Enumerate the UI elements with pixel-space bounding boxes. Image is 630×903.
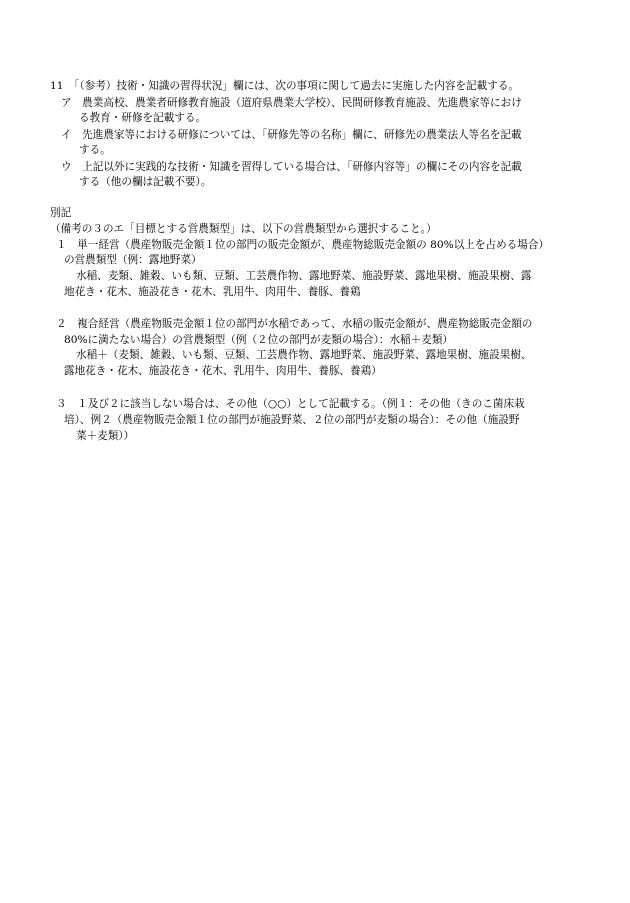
- appendix-item-1-cont: の営農類型（例：露地野菜）: [64, 254, 202, 266]
- appendix-item-2-types: 水稲＋（麦類、雑穀、いも類、豆類、工芸農作物、露地野菜、施設野菜、露地果樹、施設果樹、: [76, 349, 532, 361]
- appendix-item-2-cont: 80%に満たない場合）の営農類型（例（２位の部門が麦類の場合）：水稲＋麦類）: [64, 334, 454, 346]
- appendix-item-3-cont2: 菜＋麦類））: [76, 430, 135, 442]
- section-11-item-a: ア 農業高校、農業者研修教育施設（道府県農業大学校）、民間研修教育施設、先進農家等におけ: [61, 97, 522, 109]
- section-11-item-a-cont: る教育・研修を記載する。: [79, 112, 207, 124]
- appendix-intro: （備考の３のエ「目標とする営農類型」は、以下の営農類型から選択すること。）: [50, 223, 437, 235]
- appendix-item-2: ２ 複合経営（農産物販売金額１位の部門が水稲であって、水稲の販売金額が、農産物総販売金額の: [56, 318, 533, 330]
- appendix-item-3-cont: 培）、例２（農産物販売金額１位の部門が施設野菜、２位の部門が麦類の場合）：その他（施設野: [64, 414, 520, 426]
- section-11-item-u-cont: する（他の欄は記載不要）。: [79, 176, 212, 188]
- section-11-item-u: ウ 上記以外に実践的な技術・知識を習得している場合は、「研修内容等」の欄にその内容を記載: [61, 161, 522, 173]
- appendix-item-1: １ 単一経営（農産物販売金額１位の部門の販売金額が、農産物総販売金額の 80%以上を占める場合）: [56, 239, 550, 251]
- appendix-title: 別記: [50, 207, 72, 219]
- section-11-heading: 11 「（参考）技術・知識の習得状況」欄には、次の事項に関して過去に実施した内容を記載する。: [50, 80, 520, 92]
- appendix-item-2-types-cont: 露地花き・花木、施設花き・花木、乳用牛、肉用牛、養豚、養鶏）: [64, 365, 382, 377]
- appendix-item-1-types-cont: 地花き・花木、施設花き・花木、乳用牛、肉用牛、養豚、養鶏: [64, 286, 361, 298]
- section-11-item-i: イ 先進農家等における研修については、「研修先等の名称」欄に、研修先の農業法人等名を記載: [61, 129, 522, 141]
- appendix-item-3: ３ １及び２に該当しない場合は、その他（○○）として記載する。（例１：その他（きのこ菌床栽: [56, 398, 525, 410]
- appendix-item-1-types: 水稲、麦類、雑穀、いも類、豆類、工芸農作物、露地野菜、施設野菜、露地果樹、施設果樹、露: [76, 270, 532, 282]
- section-11-item-i-cont: する。: [79, 144, 111, 156]
